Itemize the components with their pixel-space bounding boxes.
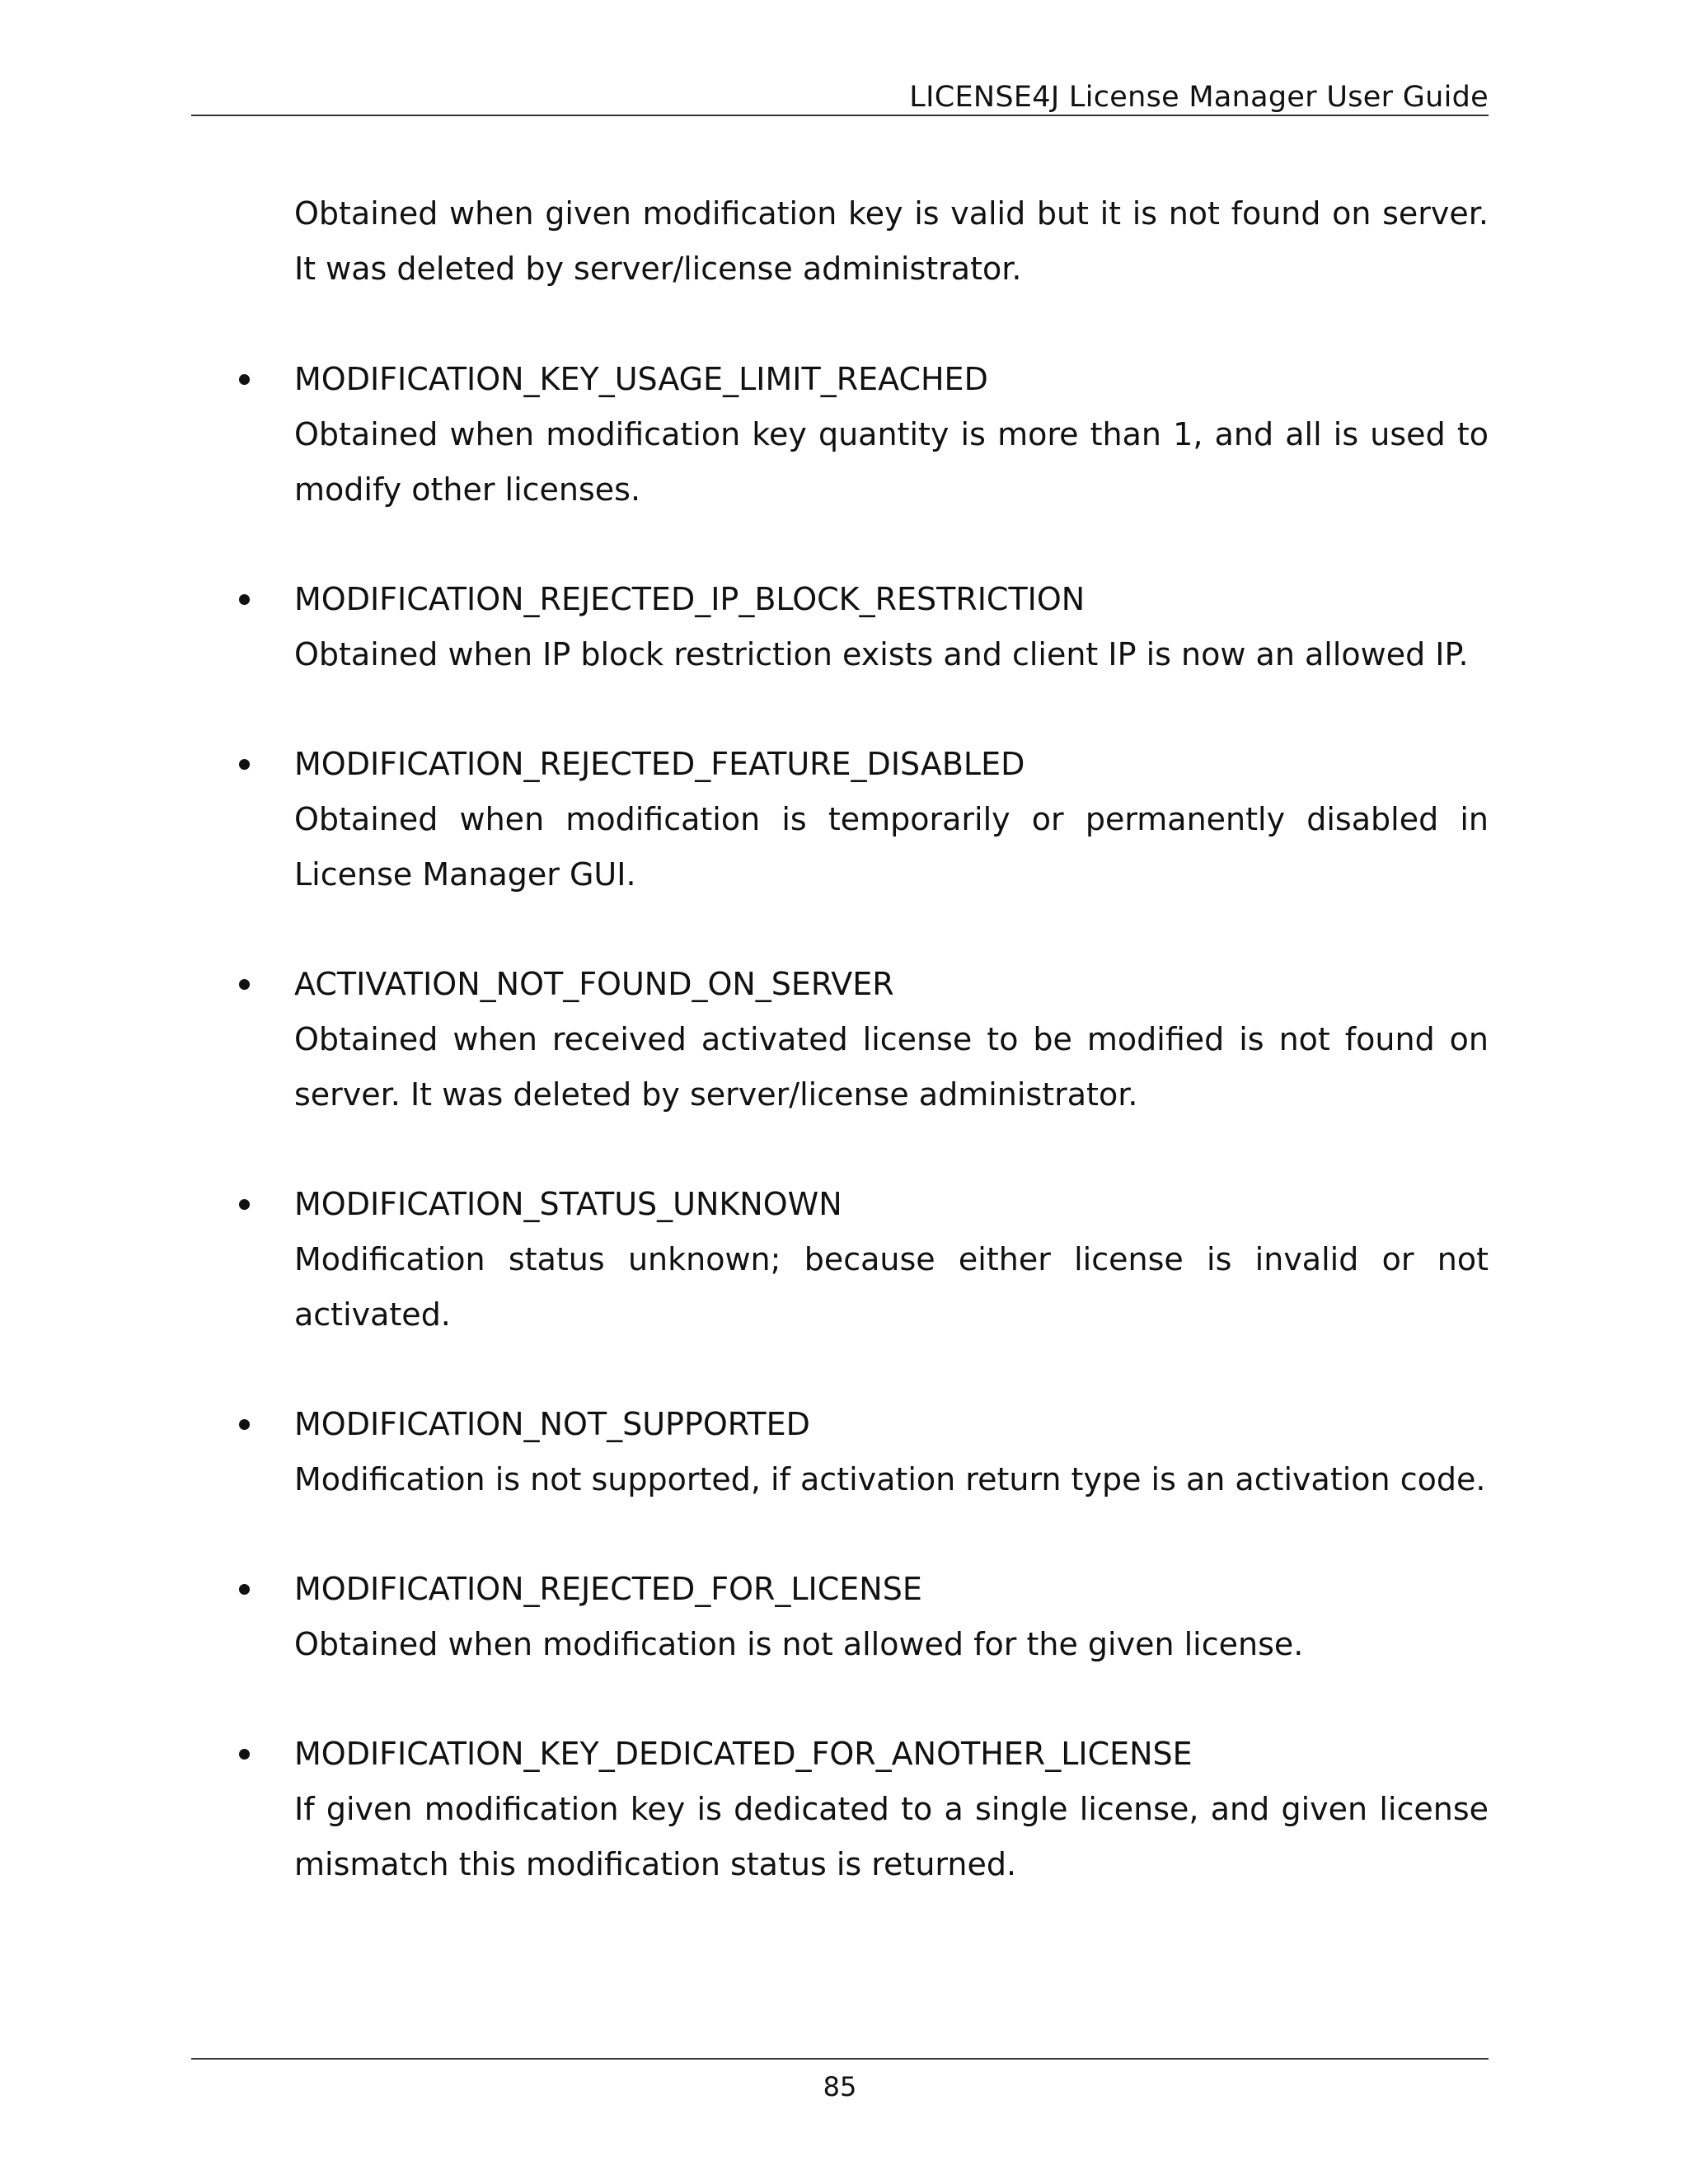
status-description: Obtained when modification key quantity is more than 1, and all is used to modify other licenses.	[294, 416, 1489, 508]
status-description: Obtained when IP block restriction exists and client IP is now an allowed IP.	[294, 636, 1469, 673]
status-code: MODIFICATION_REJECTED_FOR_LICENSE	[294, 1571, 922, 1607]
footer-divider	[191, 2058, 1489, 2060]
list-item-body	[294, 572, 1489, 682]
status-description: Obtained when modification is not allowed for the given license.	[294, 1626, 1304, 1662]
status-description: If given modification key is dedicated to a single license, and given license mismatch this modification status is returned.	[294, 1791, 1489, 1882]
list-item-body	[294, 957, 1489, 1122]
status-code: MODIFICATION_REJECTED_IP_BLOCK_RESTRICTION	[294, 581, 1085, 617]
list-item-body	[294, 1562, 1489, 1672]
status-code: ACTIVATION_NOT_FOUND_ON_SERVER	[294, 966, 894, 1002]
status-code: MODIFICATION_KEY_DEDICATED_FOR_ANOTHER_LICENSE	[294, 1736, 1193, 1772]
status-description: Obtained when received activated license to be modified is not found on server. It was deleted by server/license administrator.	[294, 1021, 1489, 1113]
page-number: 85	[823, 2071, 857, 2102]
bullet-icon	[239, 759, 250, 770]
bullet-icon	[239, 1419, 250, 1430]
status-code: MODIFICATION_KEY_USAGE_LIMIT_REACHED	[294, 361, 988, 397]
document-header-title: LICENSE4J License Manager User Guide	[909, 81, 1489, 114]
status-code: MODIFICATION_NOT_SUPPORTED	[294, 1406, 810, 1442]
bullet-icon	[239, 374, 250, 385]
list-item-body	[294, 1397, 1489, 1507]
list-item-body	[294, 352, 1489, 518]
list-item-body	[294, 737, 1489, 902]
intro-paragraph: Obtained when given modification key is valid but it is not found on server. It was deleted by server/license administrator.	[294, 195, 1489, 287]
list-item-body	[294, 1177, 1489, 1343]
status-code: MODIFICATION_REJECTED_FEATURE_DISABLED	[294, 746, 1025, 782]
list-item-body	[294, 1727, 1489, 1892]
status-description: Modification is not supported, if activation return type is an activation code.	[294, 1461, 1486, 1497]
status-description: Obtained when modification is temporarily or permanently disabled in License Manager GUI.	[294, 801, 1489, 893]
bullet-icon	[239, 1749, 250, 1760]
bullet-icon	[239, 979, 250, 990]
header-divider	[191, 115, 1489, 116]
status-description: Modification status unknown; because either license is invalid or not activated.	[294, 1241, 1489, 1333]
bullet-icon	[239, 1199, 250, 1210]
status-code: MODIFICATION_STATUS_UNKNOWN	[294, 1186, 842, 1222]
bullet-icon	[239, 1584, 250, 1595]
bullet-icon	[239, 594, 250, 605]
